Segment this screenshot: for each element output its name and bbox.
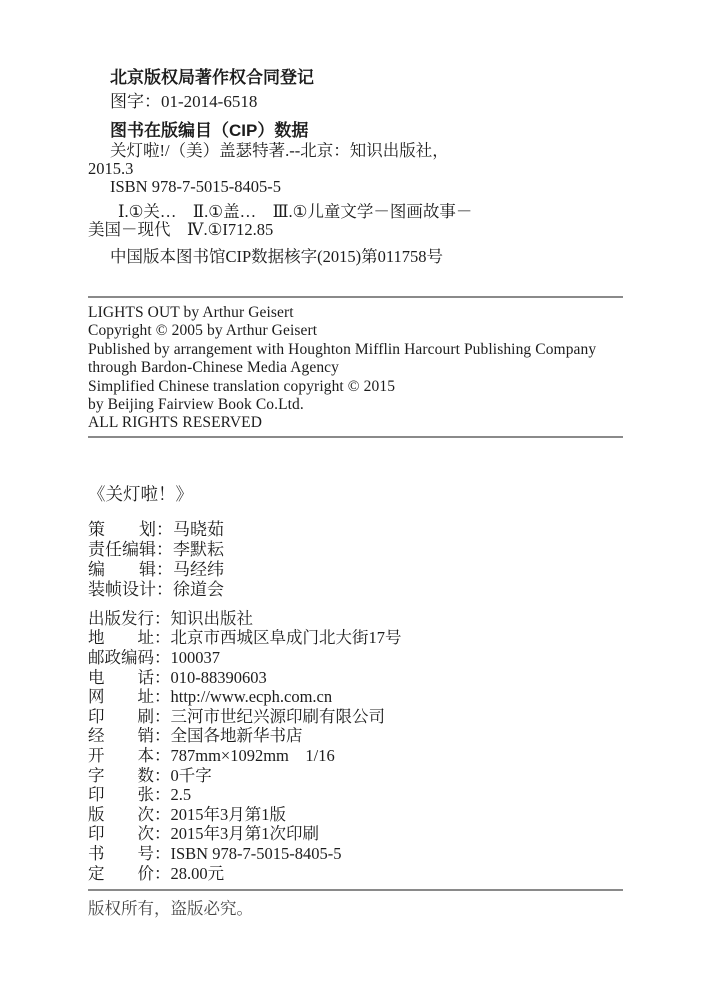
colophon-value: 28.00元: [170, 863, 225, 883]
colophon-value: 2.5: [170, 785, 192, 805]
colophon-value: http://www.ecph.com.cn: [170, 687, 333, 707]
colophon-value: 2015年3月第1版: [170, 804, 286, 824]
colophon-row: [88, 844, 623, 864]
english-copyright-line: Simplified Chinese translation copyright © 2015: [88, 377, 396, 395]
english-copyright-line: through Bardon-Chinese Media Agency: [88, 359, 340, 377]
cip-record-number: 中国版本图书馆CIP数据核字(2015)第011758号: [110, 247, 444, 266]
english-copyright-line: by Beijing Fairview Book Co.Ltd.: [88, 396, 304, 414]
registration-section: [88, 66, 623, 113]
colophon-value: 0千字: [170, 765, 212, 785]
credit-row: [88, 580, 623, 600]
colophon-value: 787mm×1092mm 1/16: [170, 746, 335, 765]
credit-label: 编 辑：: [88, 559, 173, 579]
english-copyright-line: ALL RIGHTS RESERVED: [88, 414, 263, 432]
cip-isbn-line: ISBN 978-7-5015-8405-5: [110, 177, 281, 196]
colophon-value: 北京市西城区阜成门北大街17号: [170, 628, 402, 648]
colophon-label: 出版发行：: [88, 608, 171, 628]
colophon-label: 版 次：: [88, 804, 171, 824]
colophon-label: 印 刷：: [88, 706, 171, 726]
colophon-value: 全国各地新华书店: [170, 726, 303, 746]
colophon-label: 电 话：: [88, 667, 171, 687]
cip-classification-line-1: Ⅰ.①关… Ⅱ.①盖… Ⅲ.①儿童文学－图画故事－: [118, 202, 473, 221]
cip-section: [88, 119, 623, 266]
credits-section: [88, 520, 623, 600]
divider-top: [88, 296, 623, 298]
colophon-value: 知识出版社: [170, 608, 253, 628]
colophon-value: 010-88390603: [170, 667, 267, 687]
colophon-label: 开 本：: [88, 746, 171, 765]
colophon-label: 印 张：: [88, 785, 171, 805]
colophon-row: [88, 628, 623, 648]
colophon-label: 字 数：: [88, 765, 171, 785]
credit-label: 责任编辑：: [88, 539, 173, 559]
divider-middle: [88, 436, 623, 438]
colophon-value: ISBN 978-7-5015-8405-5: [170, 843, 342, 863]
colophon-value: 三河市世纪兴源印刷有限公司: [170, 706, 385, 726]
colophon-row: [88, 707, 623, 727]
cip-year-line: 2015.3: [88, 159, 134, 178]
colophon-label: 网 址：: [88, 687, 171, 707]
credit-label: 装帧设计：: [88, 579, 173, 599]
credit-value: 徐道会: [173, 579, 224, 599]
credit-row: [88, 520, 623, 540]
cip-heading: 图书在版编目（CIP）数据: [110, 121, 309, 140]
colophon-label: 定 价：: [88, 863, 171, 883]
colophon-row: [88, 824, 623, 844]
registration-number: 图字：01-2014-6518: [110, 92, 258, 111]
colophon-row: [88, 726, 623, 746]
english-copyright-line: Published by arrangement with Houghton Mifflin Harcourt Publishing Company: [88, 340, 597, 358]
colophon-label: 地 址：: [88, 628, 171, 648]
credit-value: 李默耘: [173, 539, 224, 559]
colophon-value: 2015年3月第1次印刷: [170, 824, 319, 844]
colophon-label: 经 销：: [88, 726, 171, 746]
registration-title: 北京版权局著作权合同登记: [110, 68, 314, 87]
book-title: 《关灯啦！》: [88, 483, 193, 504]
colophon-row: [88, 668, 623, 688]
colophon-row: [88, 766, 623, 786]
colophon-row: [88, 864, 623, 884]
divider-bottom: [88, 889, 623, 891]
colophon-row: [88, 609, 623, 629]
piracy-notice: 版权所有，盗版必究。: [88, 899, 253, 919]
credit-label: 策 划：: [88, 519, 173, 539]
cip-classification-line-2: 美国－现代 Ⅳ.①I712.85: [88, 220, 274, 239]
colophon-row: [88, 746, 623, 766]
colophon-row: [88, 805, 623, 825]
colophon-label: 书 号：: [88, 843, 171, 863]
colophon-label: 印 次：: [88, 824, 171, 844]
colophon-value: 100037: [170, 648, 220, 668]
credit-value: 马经纬: [173, 559, 224, 579]
colophon-row: [88, 687, 623, 707]
colophon-label: 邮政编码：: [88, 648, 171, 668]
credit-value: 马晓茹: [173, 519, 224, 539]
credit-row: [88, 560, 623, 580]
colophon-section: [88, 609, 623, 883]
cip-title-line: 关灯啦!/（美）盖瑟特著.--北京：知识出版社，: [110, 141, 449, 160]
credit-row: [88, 540, 623, 560]
colophon-row: [88, 648, 623, 668]
english-copyright-line: Copyright © 2005 by Arthur Geisert: [88, 322, 318, 340]
english-copyright-line: LIGHTS OUT by Arthur Geisert: [88, 304, 294, 321]
colophon-row: [88, 785, 623, 805]
english-copyright-section: [88, 304, 623, 433]
